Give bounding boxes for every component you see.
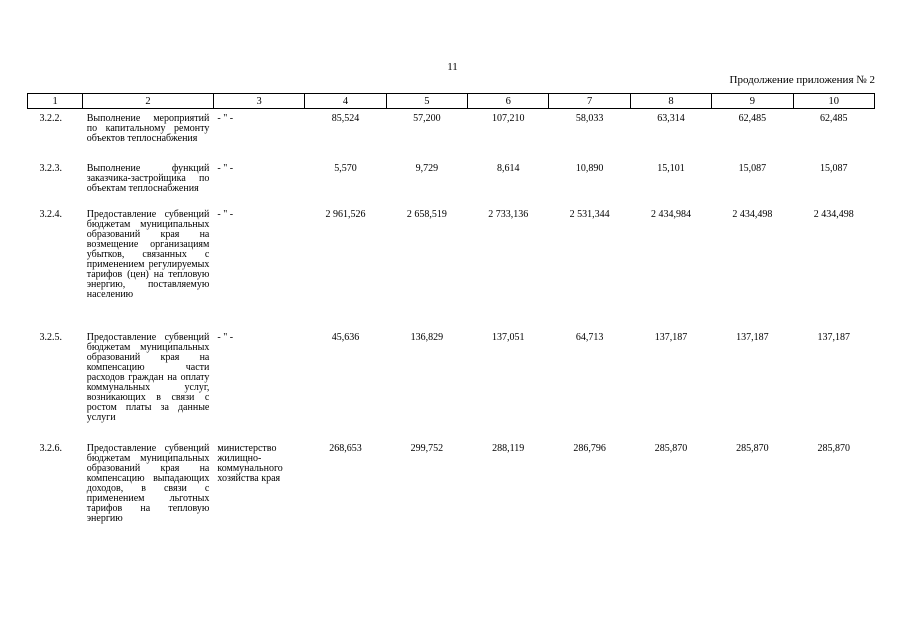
row-value: 15,087 — [738, 163, 767, 174]
row-executor: - " - — [217, 332, 234, 343]
row-value: 8,614 — [496, 163, 520, 174]
row-value: 2 434,498 — [732, 209, 773, 220]
header-cell: 2 — [83, 94, 214, 109]
row-executor: - " - — [217, 163, 234, 174]
row-value: 2 658,519 — [406, 209, 447, 220]
row-value: 57,200 — [413, 113, 441, 124]
row-value: 15,087 — [820, 163, 848, 174]
row-code: 3.2.4. — [39, 209, 62, 220]
table-row — [28, 205, 875, 328]
row-value: 288,119 — [492, 443, 525, 454]
row-value: 2 434,498 — [813, 209, 854, 220]
row-code: 3.2.5. — [39, 332, 62, 343]
row-value: 285,870 — [654, 443, 688, 454]
row-value: 9,729 — [415, 163, 439, 174]
row-description: Выполнение мероприятий по капитальному ремонту объектов теплоснабжения — [86, 113, 210, 144]
table-row — [28, 109, 875, 160]
header-cell: 7 — [549, 94, 630, 109]
row-value: 285,870 — [817, 443, 851, 454]
table-row — [28, 328, 875, 439]
row-value: 62,485 — [738, 113, 767, 124]
row-value: 45,636 — [331, 332, 360, 343]
appendix-table — [27, 93, 875, 543]
table-row — [28, 159, 875, 205]
continuation-label: Продолжение приложения № 2 — [729, 74, 875, 86]
row-description: Выполнение функций заказчика-застройщика по объектам теплоснабжения — [86, 163, 210, 194]
header-cell: 10 — [793, 94, 874, 109]
row-value: 107,210 — [491, 113, 525, 124]
row-value: 15,101 — [657, 163, 685, 174]
row-value: 58,033 — [575, 113, 604, 124]
header-cell: 3 — [213, 94, 304, 109]
row-value: 136,829 — [410, 332, 444, 343]
row-executor: - " - — [217, 209, 234, 220]
row-value: 286,796 — [573, 443, 606, 454]
header-cell: 8 — [630, 94, 711, 109]
row-value: 137,187 — [654, 332, 688, 343]
row-code: 3.2.6. — [39, 443, 62, 454]
row-value: 2 434,984 — [650, 209, 691, 220]
row-value: 285,870 — [736, 443, 769, 454]
row-value: 62,485 — [820, 113, 848, 124]
header-row — [28, 94, 875, 109]
header-cell: 4 — [305, 94, 386, 109]
row-code: 3.2.3. — [39, 163, 62, 174]
row-value: 137,187 — [817, 332, 851, 343]
row-description: Предоставление субвенций бюджетам муниципальных образований края на компенсацию части расходов граждан на оплату коммунальных услуг, возникающих в связи с ростом платы за данные услуги — [86, 332, 210, 423]
row-value: 63,314 — [657, 113, 685, 124]
page-number: 11 — [447, 61, 458, 73]
row-value: 299,752 — [410, 443, 444, 454]
row-value: 64,713 — [575, 332, 604, 343]
header-cell: 1 — [28, 94, 83, 109]
header-cell: 5 — [386, 94, 467, 109]
row-code: 3.2.2. — [39, 113, 62, 124]
row-value: 2 961,526 — [325, 209, 366, 220]
row-value: 5,570 — [334, 163, 357, 174]
row-description: Предоставление субвенций бюджетам муниципальных образований края на компенсацию выпадающих доходов, в связи с применением льготных тарифов на тепловую энергию — [86, 443, 210, 524]
row-executor: - " - — [217, 113, 234, 124]
header-cell: 9 — [712, 94, 793, 109]
row-value: 137,051 — [491, 332, 525, 343]
header-cell: 6 — [468, 94, 549, 109]
row-value: 268,653 — [329, 443, 362, 454]
row-value: 2 733,136 — [488, 209, 529, 220]
row-value: 137,187 — [736, 332, 769, 343]
row-executor: министерство жилищно-коммунального хозяйства края — [217, 443, 283, 484]
row-value: 10,890 — [575, 163, 604, 174]
table-row — [28, 439, 875, 543]
row-description: Предоставление субвенций бюджетам муниципальных образований края на возмещение организациям убытков, связанных с применением регулируемых тарифов (цен) на тепловую энергию, поставляемую населению — [86, 209, 210, 300]
row-value: 85,524 — [331, 113, 360, 124]
row-value: 2 531,344 — [569, 209, 610, 220]
